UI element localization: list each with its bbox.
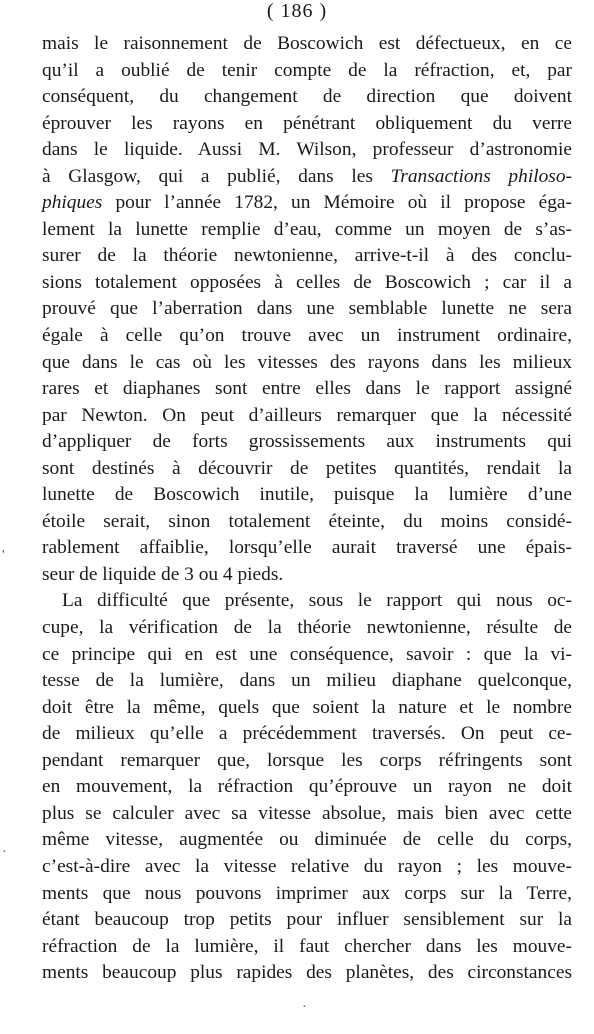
text-line: dans le liquide. Aussi M. Wilson, professeur d’astronomie — [42, 139, 572, 161]
text-line: éprouver les rayons en pénétrant obliquement du verre — [42, 112, 572, 134]
text-line: sions totalement opposées à celles de Boscowich ; car il a — [42, 271, 572, 293]
margin-speck: · — [302, 1000, 307, 1015]
italic-title-fragment: phiques — [42, 192, 103, 214]
text-line: qu’il a oublié de tenir compte de la réfraction, et, par — [42, 59, 572, 81]
text-line: ce principe qui en est une conséquence, savoir : que la vi- — [42, 643, 572, 665]
text-line: de milieux qu’elle a précédemment traversés. On peut ce- — [42, 723, 572, 745]
text-line: rablement affaiblie, lorsqu’elle aurait traversé une épais- — [42, 537, 572, 559]
text-line: étant beaucoup trop petits pour influer sensiblement sur la — [42, 909, 572, 931]
text-line: doit être la même, quels que soient la nature et le nombre — [42, 696, 572, 718]
text-line: rares et diaphanes sont entre elles dans le rapport assigné — [42, 378, 572, 400]
text-line: c’est-à-dire avec la vitesse relative du rayon ; les mouve- — [42, 855, 572, 877]
margin-speck: ' — [2, 548, 5, 563]
text-line: d’appliquer de forts grossissements aux instruments qui — [42, 431, 572, 453]
text-line: prouvé que l’aberration dans une semblable lunette ne sera — [42, 298, 572, 320]
text-line-with-italic — [42, 164, 572, 191]
margin-speck: · — [2, 845, 7, 860]
text-line: pendant remarquer que, lorsque les corps réfringents sont — [42, 749, 572, 771]
text-line: mais le raisonnement de Boscowich est défectueux, en ce — [42, 33, 572, 54]
text-line: plus se calculer avec sa vitesse absolue, mais bien avec cette — [42, 802, 572, 824]
text-line: cupe, la vérification de la théorie newtonienne, résulte de — [42, 617, 572, 639]
text-line: conséquent, du changement de direction que doivent — [42, 86, 572, 108]
text-line: surer de la théorie newtonienne, arrive-t-il à des conclu- — [42, 245, 572, 267]
text-line: par Newton. On peut d’ailleurs remarquer que la nécessité — [42, 404, 572, 426]
document-body — [42, 31, 572, 987]
paragraph-2 — [42, 588, 572, 986]
italic-title-fragment: Transactions philoso- — [390, 165, 572, 187]
text-line: seur de liquide de 3 ou 4 pieds. — [42, 563, 284, 585]
text-line: égale à celle qu’on trouve avec un instrument ordinaire, — [42, 325, 572, 347]
text-line: que dans le cas où les vitesses des rayons dans les milieux — [42, 351, 572, 373]
page-number: ( 186 ) — [266, 0, 328, 22]
text-line: ments que nous pouvons imprimer aux corps sur la Terre, — [42, 882, 572, 904]
text-line: étoile serait, sinon totalement éteinte, du moins considé- — [42, 510, 572, 532]
text-line: La difficulté que présente, sous le rapport qui nous oc- — [62, 590, 572, 612]
text-line: même vitesse, augmentée ou diminuée de celle du corps, — [42, 829, 572, 851]
paragraph-1 — [42, 31, 572, 588]
text-fragment: à Glasgow, qui a publié, dans les — [42, 165, 391, 187]
text-fragment: pour l’année 1782, un Mémoire où il propose éga- — [102, 192, 572, 214]
text-line: tesse de la lumière, dans un milieu diaphane quelconque, — [42, 670, 572, 692]
text-line: sont destinés à découvrir de petites quantités, rendait la — [42, 457, 572, 479]
text-line-with-italic — [42, 190, 572, 217]
text-line: en mouvement, la réfraction qu’éprouve un rayon ne doit — [42, 776, 572, 798]
text-line: réfraction de la lumière, il faut chercher dans les mouve- — [42, 935, 572, 957]
text-line: ments beaucoup plus rapides des planètes, des circonstances — [42, 962, 572, 984]
text-line: lement la lunette remplie d’eau, comme un moyen de s’as- — [42, 218, 572, 240]
text-line: lunette de Boscowich inutile, puisque la lumière d’une — [42, 484, 572, 506]
